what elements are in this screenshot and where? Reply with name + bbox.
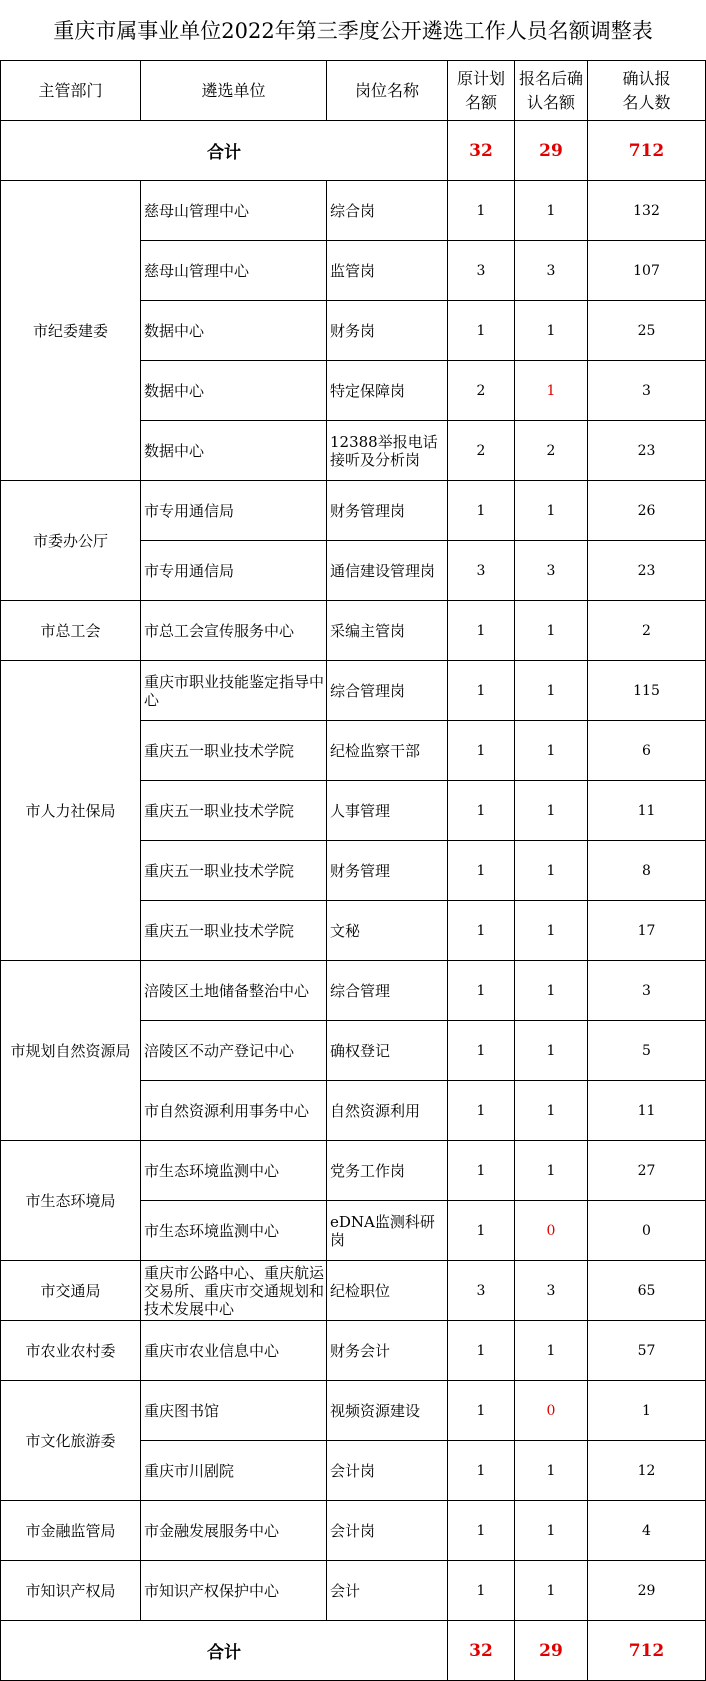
count-cell: 8	[588, 841, 706, 901]
after-cell: 1	[515, 481, 588, 541]
plan-cell: 1	[448, 1381, 515, 1441]
position-cell: 视频资源建设	[327, 1381, 448, 1441]
position-cell: 特定保障岗	[327, 361, 448, 421]
position-cell: 纪检监察干部	[327, 721, 448, 781]
after-cell-changed: 0	[515, 1381, 588, 1441]
table-row	[1, 1141, 706, 1201]
plan-cell: 1	[448, 1141, 515, 1201]
header-count-line2: 名人数	[622, 92, 671, 112]
dept-cell: 市委办公厅	[1, 481, 141, 601]
table-row	[1, 1321, 706, 1381]
count-cell: 11	[588, 781, 706, 841]
after-cell: 1	[515, 301, 588, 361]
count-cell: 3	[588, 961, 706, 1021]
table-row	[1, 1261, 706, 1321]
unit-cell: 慈母山管理中心	[141, 181, 327, 241]
plan-cell: 1	[448, 1201, 515, 1261]
dept-cell: 市生态环境局	[1, 1141, 141, 1261]
plan-cell: 1	[448, 1081, 515, 1141]
plan-cell: 1	[448, 781, 515, 841]
after-cell: 1	[515, 1081, 588, 1141]
header-plan-line2: 名额	[464, 92, 497, 112]
unit-cell: 重庆五一职业技术学院	[141, 841, 327, 901]
header-count	[588, 61, 706, 121]
plan-cell: 1	[448, 661, 515, 721]
count-cell: 25	[588, 301, 706, 361]
after-cell: 1	[515, 1441, 588, 1501]
plan-cell: 1	[448, 1441, 515, 1501]
position-cell: 自然资源利用	[327, 1081, 448, 1141]
count-cell: 12	[588, 1441, 706, 1501]
count-cell: 23	[588, 541, 706, 601]
unit-cell: 市生态环境监测中心	[141, 1141, 327, 1201]
after-cell: 1	[515, 841, 588, 901]
after-cell-changed: 1	[515, 361, 588, 421]
unit-cell: 重庆市农业信息中心	[141, 1321, 327, 1381]
unit-cell: 市自然资源利用事务中心	[141, 1081, 327, 1141]
position-cell: 监管岗	[327, 241, 448, 301]
after-cell: 1	[515, 961, 588, 1021]
adjustment-table	[0, 60, 706, 1681]
count-cell: 107	[588, 241, 706, 301]
after-cell: 2	[515, 421, 588, 481]
total-count: 712	[588, 121, 706, 181]
count-cell: 57	[588, 1321, 706, 1381]
table-row	[1, 1381, 706, 1441]
unit-cell: 市专用通信局	[141, 541, 327, 601]
count-cell: 1	[588, 1381, 706, 1441]
position-cell: 通信建设管理岗	[327, 541, 448, 601]
position-cell: 综合岗	[327, 181, 448, 241]
unit-cell: 市金融发展服务中心	[141, 1501, 327, 1561]
count-cell: 27	[588, 1141, 706, 1201]
dept-cell: 市农业农村委	[1, 1321, 141, 1381]
unit-cell: 重庆市川剧院	[141, 1441, 327, 1501]
header-plan	[448, 61, 515, 121]
header-dept: 主管部门	[1, 61, 141, 121]
unit-cell: 数据中心	[141, 301, 327, 361]
unit-cell: 市生态环境监测中心	[141, 1201, 327, 1261]
position-cell: 12388举报电话接听及分析岗	[327, 421, 448, 481]
dept-cell: 市人力社保局	[1, 661, 141, 961]
after-cell: 1	[515, 1501, 588, 1561]
plan-cell: 3	[448, 541, 515, 601]
unit-cell: 重庆五一职业技术学院	[141, 721, 327, 781]
count-cell: 11	[588, 1081, 706, 1141]
unit-cell: 市总工会宣传服务中心	[141, 601, 327, 661]
total-label: 合计	[1, 121, 448, 181]
dept-cell: 市交通局	[1, 1261, 141, 1321]
plan-cell: 1	[448, 721, 515, 781]
position-cell: 财务管理	[327, 841, 448, 901]
after-cell: 1	[515, 1561, 588, 1621]
after-cell: 1	[515, 661, 588, 721]
header-plan-line1: 原计划	[456, 68, 505, 88]
plan-cell: 1	[448, 601, 515, 661]
position-cell: 确权登记	[327, 1021, 448, 1081]
position-cell: 会计	[327, 1561, 448, 1621]
total-after: 29	[515, 121, 588, 181]
unit-cell: 市知识产权保护中心	[141, 1561, 327, 1621]
position-cell: 财务会计	[327, 1321, 448, 1381]
count-cell: 115	[588, 661, 706, 721]
position-cell: 纪检职位	[327, 1261, 448, 1321]
position-cell: 财务管理岗	[327, 481, 448, 541]
count-cell: 132	[588, 181, 706, 241]
unit-cell: 数据中心	[141, 421, 327, 481]
plan-cell: 1	[448, 961, 515, 1021]
count-cell: 0	[588, 1201, 706, 1261]
plan-cell: 3	[448, 241, 515, 301]
count-cell: 3	[588, 361, 706, 421]
unit-cell: 涪陵区土地储备整治中心	[141, 961, 327, 1021]
plan-cell: 1	[448, 841, 515, 901]
plan-cell: 1	[448, 901, 515, 961]
after-cell: 3	[515, 1261, 588, 1321]
count-cell: 26	[588, 481, 706, 541]
header-count-line1: 确认报	[622, 68, 671, 88]
plan-cell: 1	[448, 1561, 515, 1621]
position-cell: 综合管理岗	[327, 661, 448, 721]
total-row-bottom	[1, 1621, 706, 1681]
header-after	[515, 61, 588, 121]
unit-cell: 慈母山管理中心	[141, 241, 327, 301]
table-row	[1, 661, 706, 721]
dept-cell: 市规划自然资源局	[1, 961, 141, 1141]
total-count: 712	[588, 1621, 706, 1681]
position-cell: 党务工作岗	[327, 1141, 448, 1201]
total-plan: 32	[448, 1621, 515, 1681]
table-row	[1, 601, 706, 661]
dept-cell: 市金融监管局	[1, 1501, 141, 1561]
total-label: 合计	[1, 1621, 448, 1681]
unit-cell: 重庆五一职业技术学院	[141, 901, 327, 961]
plan-cell: 3	[448, 1261, 515, 1321]
header-after-line2: 认名额	[526, 92, 575, 112]
after-cell: 1	[515, 601, 588, 661]
header-after-line1: 报名后确	[518, 68, 583, 88]
count-cell: 4	[588, 1501, 706, 1561]
plan-cell: 2	[448, 361, 515, 421]
header-row	[1, 61, 706, 121]
plan-cell: 1	[448, 181, 515, 241]
position-cell: 人事管理	[327, 781, 448, 841]
count-cell: 5	[588, 1021, 706, 1081]
plan-cell: 1	[448, 1021, 515, 1081]
total-after: 29	[515, 1621, 588, 1681]
dept-cell: 市知识产权局	[1, 1561, 141, 1621]
after-cell-changed: 0	[515, 1201, 588, 1261]
position-cell: 采编主管岗	[327, 601, 448, 661]
dept-cell: 市总工会	[1, 601, 141, 661]
unit-cell: 数据中心	[141, 361, 327, 421]
table-row	[1, 1501, 706, 1561]
table-row	[1, 1561, 706, 1621]
plan-cell: 2	[448, 421, 515, 481]
table-row	[1, 481, 706, 541]
table-row	[1, 181, 706, 241]
count-cell: 65	[588, 1261, 706, 1321]
header-unit: 遴选单位	[141, 61, 327, 121]
unit-cell: 市专用通信局	[141, 481, 327, 541]
position-cell: 会计岗	[327, 1441, 448, 1501]
document-title: 重庆市属事业单位2022年第三季度公开遴选工作人员名额调整表	[53, 19, 653, 43]
unit-cell: 重庆图书馆	[141, 1381, 327, 1441]
position-cell: 会计岗	[327, 1501, 448, 1561]
unit-cell: 重庆市公路中心、重庆航运交易所、重庆市交通规划和技术发展中心	[141, 1261, 327, 1321]
dept-cell: 市纪委建委	[1, 181, 141, 481]
after-cell: 3	[515, 241, 588, 301]
after-cell: 1	[515, 1321, 588, 1381]
position-cell: 文秘	[327, 901, 448, 961]
header-position: 岗位名称	[327, 61, 448, 121]
after-cell: 3	[515, 541, 588, 601]
unit-cell: 重庆市职业技能鉴定指导中心	[141, 661, 327, 721]
total-row-top	[1, 121, 706, 181]
after-cell: 1	[515, 901, 588, 961]
after-cell: 1	[515, 1141, 588, 1201]
unit-cell: 重庆五一职业技术学院	[141, 781, 327, 841]
count-cell: 17	[588, 901, 706, 961]
count-cell: 23	[588, 421, 706, 481]
after-cell: 1	[515, 181, 588, 241]
after-cell: 1	[515, 1021, 588, 1081]
after-cell: 1	[515, 721, 588, 781]
count-cell: 6	[588, 721, 706, 781]
after-cell: 1	[515, 781, 588, 841]
plan-cell: 1	[448, 1501, 515, 1561]
unit-cell: 涪陵区不动产登记中心	[141, 1021, 327, 1081]
position-cell: eDNA监测科研岗	[327, 1201, 448, 1261]
dept-cell: 市文化旅游委	[1, 1381, 141, 1501]
position-cell: 财务岗	[327, 301, 448, 361]
table-row	[1, 961, 706, 1021]
plan-cell: 1	[448, 1321, 515, 1381]
position-cell: 综合管理	[327, 961, 448, 1021]
plan-cell: 1	[448, 301, 515, 361]
total-plan: 32	[448, 121, 515, 181]
plan-cell: 1	[448, 481, 515, 541]
count-cell: 29	[588, 1561, 706, 1621]
count-cell: 2	[588, 601, 706, 661]
